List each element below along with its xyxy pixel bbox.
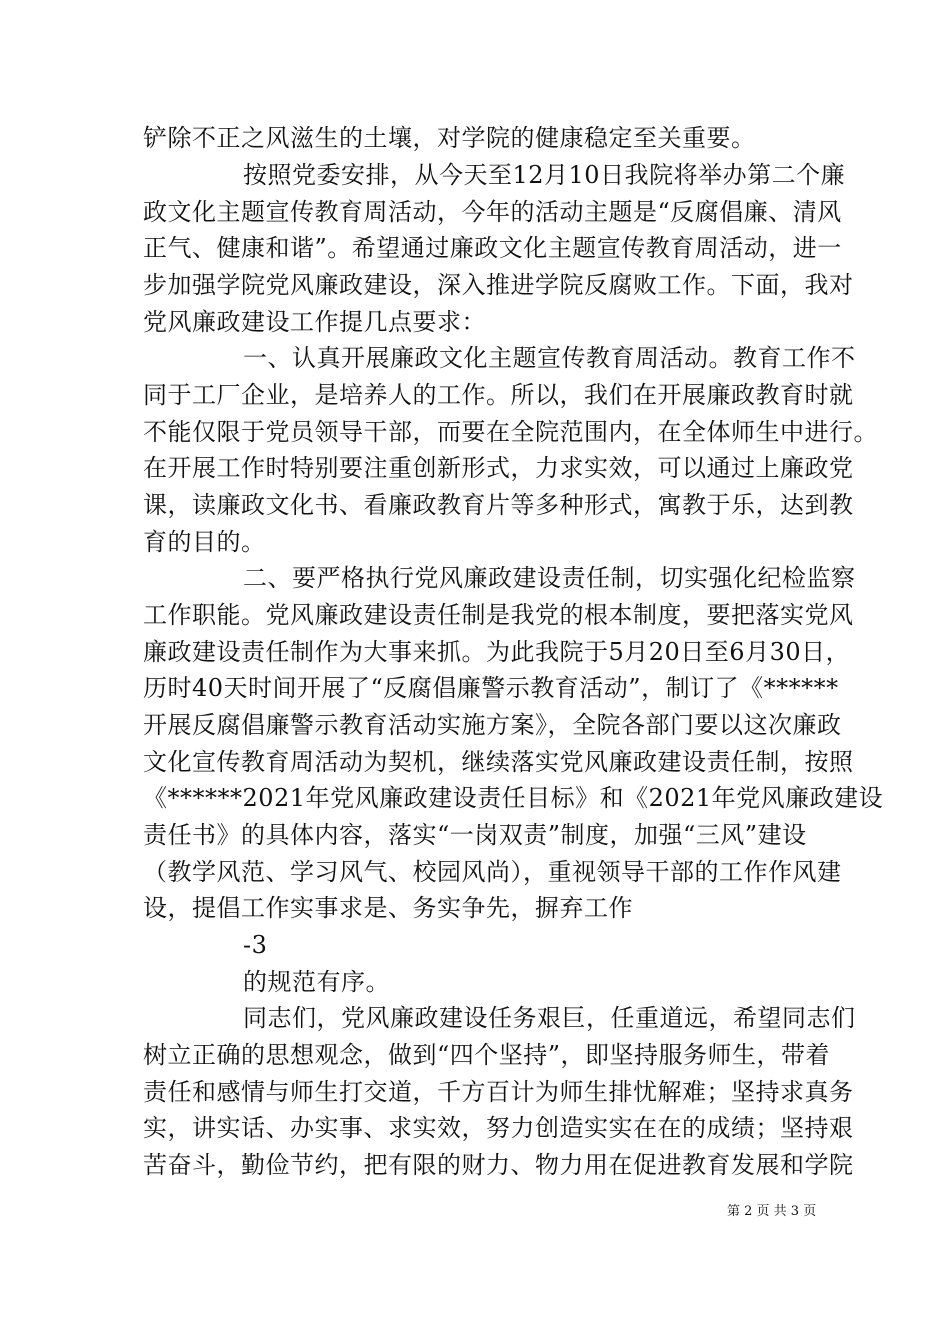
page-footer: 第 2 页 共 3 页 — [727, 1204, 817, 1219]
text-line: 责任书》的具体内容，落实“一岗双责”制度，加强“三风”建设 — [143, 821, 807, 849]
paragraph-start-line: 按照党委安排，从今天至12月10日我院将举办第二个廉 — [243, 161, 846, 189]
text-line: 的规范有序。 — [243, 968, 390, 996]
text-line: 《******2021年党风廉政建设责任目标》和《2021年党风廉政建设 — [143, 784, 884, 812]
page-marker: -3 — [243, 931, 268, 959]
text-line: 廉政建设责任制作为大事来抓。为此我院于5月20日至6月30日， — [143, 638, 851, 666]
text-line: 苦奋斗，勤俭节约，把有限的财力、物力用在促进教育发展和学院 — [143, 1151, 854, 1179]
text-line: 铲除不正之风滋生的土壤，对学院的健康稳定至关重要。 — [143, 124, 756, 152]
text-line: 同于工厂企业，是培养人的工作。所以，我们在开展廉政教育时就 — [143, 381, 854, 409]
text-line: 党风廉政建设工作提几点要求： — [143, 308, 486, 336]
text-line: 政文化主题宣传教育周活动，今年的活动主题是“反腐倡廉、清风 — [143, 198, 842, 226]
paragraph-start-line: 一、认真开展廉政文化主题宣传教育周活动。教育工作不 — [243, 344, 856, 372]
paragraph-start-line: 同志们，党风廉政建设任务艰巨，任重道远，希望同志们 — [243, 1004, 856, 1032]
text-line: 文化宣传教育周活动为契机，继续落实党风廉政建设责任制，按照 — [143, 748, 854, 776]
text-line: 步加强学院党风廉政建设，深入推进学院反腐败工作。下面，我对 — [143, 271, 854, 299]
text-line: 树立正确的思想观念，做到“四个坚持”，即坚持服务师生，带着 — [143, 1041, 831, 1069]
text-line: 不能仅限于党员领导干部，而要在全院范围内，在全体师生中进行。 — [143, 418, 878, 446]
text-line: 责任和感情与师生打交道，千方百计为师生排忧解难；坚持求真务 — [143, 1078, 854, 1106]
text-line: 育的目的。 — [143, 528, 266, 556]
text-line: 历时40天时间开展了“反腐倡廉警示教育活动”，制订了《****** — [143, 674, 839, 702]
paragraph-start-line: 二、要严格执行党风廉政建设责任制，切实强化纪检监察 — [243, 564, 856, 592]
text-line: 开展反腐倡廉警示教育活动实施方案》，全院各部门要以这次廉政 — [143, 711, 842, 739]
text-line: 设，提倡工作实事求是、务实争先，摒弃工作 — [143, 894, 633, 922]
text-line: 工作职能。党风廉政建设责任制是我党的根本制度，要把落实党风 — [143, 601, 854, 629]
text-line: 课，读廉政文化书、看廉政教育片等多种形式，寓教于乐，达到教 — [143, 491, 854, 519]
text-line: 正气、健康和谐”。希望通过廉政文化主题宣传教育周活动，进一 — [143, 234, 842, 262]
text-line: 在开展工作时特别要注重创新形式，力求实效，可以通过上廉政党 — [143, 454, 854, 482]
text-line: 实，讲实话、办实事、求实效，努力创造实实在在的成绩；坚持艰 — [143, 1114, 854, 1142]
text-line: （教学风范、学习风气、校园风尚），重视领导干部的工作作风建 — [143, 858, 842, 886]
